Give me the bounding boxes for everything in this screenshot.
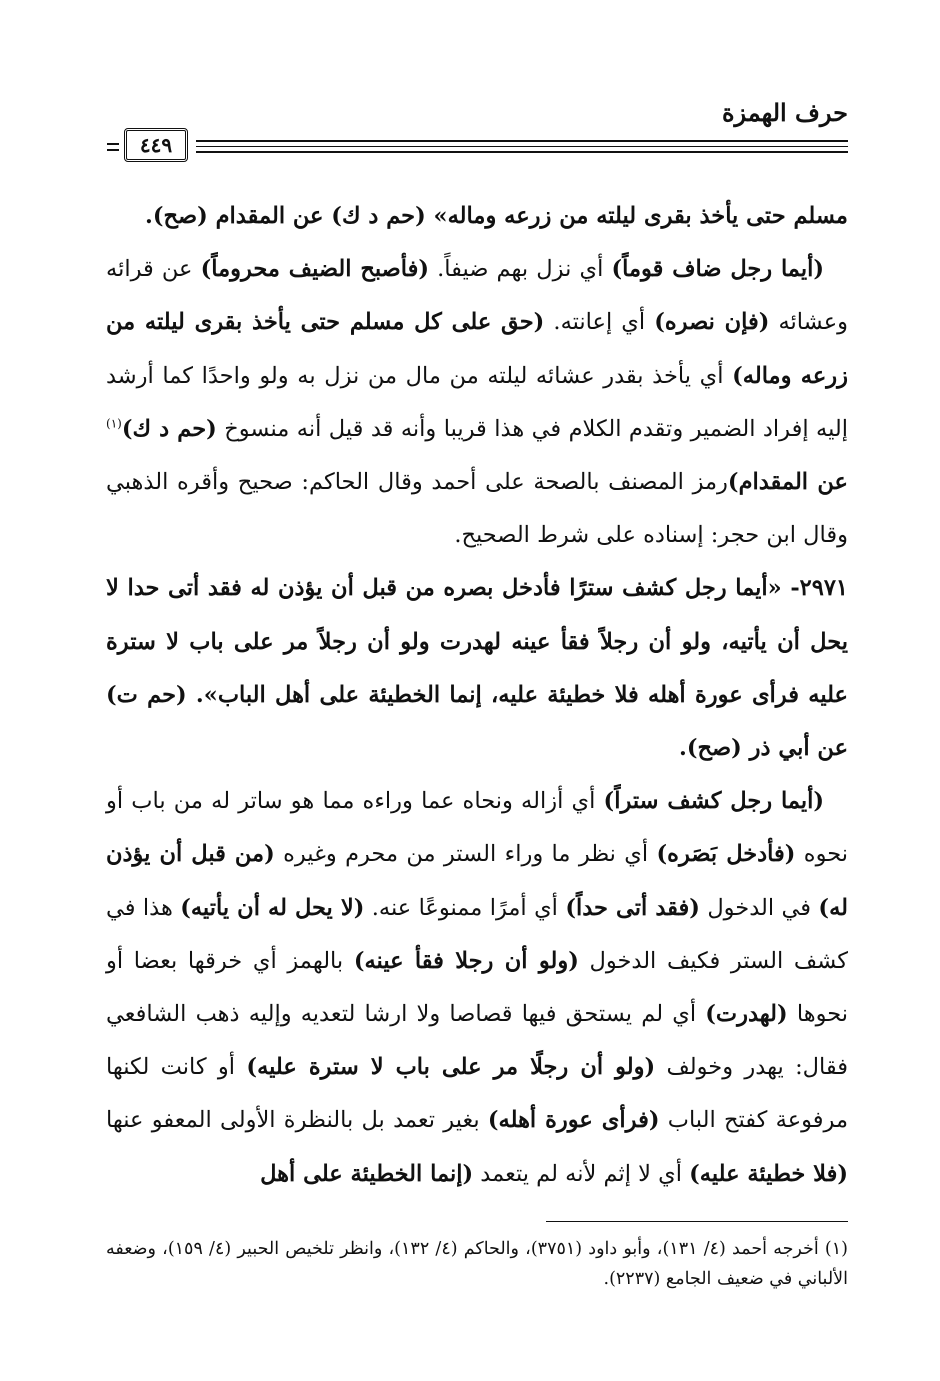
bold-text: مسلم حتى يأخذ بقرى ليلته من زرعه وماله» (حم د ك) عن المقدام (صح). bbox=[145, 203, 848, 229]
bold-text: (فلا خطيئة عليه) bbox=[689, 1160, 848, 1187]
footnote-ref[interactable]: (١) bbox=[106, 416, 122, 431]
header-rule bbox=[196, 146, 848, 147]
page-number: ٤٤٩ bbox=[124, 128, 188, 162]
bold-text: (فإن نصره) bbox=[654, 309, 770, 336]
bold-text: (حق على كل مسلم حتى يأخذ بقرى ليلته من زرعه وماله) bbox=[106, 309, 849, 389]
header-rule bbox=[196, 151, 848, 153]
bold-text: عن المقدام) bbox=[727, 469, 848, 496]
footnotes bbox=[106, 1234, 848, 1294]
paragraph bbox=[106, 243, 848, 562]
footnote-rule bbox=[546, 1221, 848, 1222]
paragraph bbox=[106, 775, 848, 1201]
bold-text: (أيما رجل كشف ستراً) bbox=[603, 788, 824, 815]
bold-text: (حم د ك) bbox=[121, 415, 217, 442]
hadith-entry bbox=[106, 562, 848, 775]
paragraph bbox=[106, 190, 848, 243]
text-run: أي نظر ما وراء الستر من محرم وغيره bbox=[274, 841, 657, 868]
text-run: في الدخول bbox=[699, 894, 819, 921]
bold-text: (إنما الخطيئة على أهل bbox=[260, 1160, 474, 1187]
bold-text: (أيما رجل ضاف قوماً) bbox=[611, 256, 824, 283]
text-run: أي لم يستحق فيها قصاصا ولا ارشا لتعديه وإليه ذهب الشافعي فقال: يهدر وخولف bbox=[106, 1001, 849, 1081]
text-run: هذا في كشف الستر فكيف الدخول bbox=[106, 894, 849, 974]
bold-text: «أيما رجل كشف سترًا فأدخل بصره من قبل أن يؤذن له فقد أتى حدا لا يحل أن يأتيه، ولو أن رجلاً فقأ عينه لهدرت ولو أن رجلاً مر على باب لا سترة عليه فرأى عورة أهله فلا خطيئة عليه، إنما الخطيئة على أهل الباب». (حم ت) عن أبي ذر (صح). bbox=[106, 575, 848, 762]
header-rule bbox=[196, 140, 848, 142]
main-text bbox=[106, 190, 848, 1201]
text-run: أي إعانته. bbox=[544, 309, 655, 336]
bold-text: (فقد أتى حداً) bbox=[565, 894, 700, 921]
text-run: أي لا إثم لأنه لم يتعمد bbox=[473, 1160, 690, 1187]
bold-text: (ولو أن رجلًا مر على باب لا سترة عليه) bbox=[246, 1054, 656, 1081]
running-title: حرف الهمزة bbox=[721, 98, 848, 127]
bold-text: (فأصبح الضيف محروماً) bbox=[200, 256, 429, 283]
text-run: أو كانت لكنها مرفوعة كفتح الباب bbox=[106, 1054, 848, 1134]
bold-text: (ولو أن رجلا فقأ عينه) bbox=[353, 947, 579, 974]
footnote: (١) أخرجه أحمد (٤/ ١٣١)، وأبو داود (٣٧٥١)، والحاكم (٤/ ١٣٢)، وانظر تلخيص الحبير (٤/ ١٥٩)، وضعفه الألباني في ضعيف الجامع (٢٢٣٧). bbox=[106, 1239, 848, 1289]
text-run: أي يأخذ بقدر عشائه ليلته من مال من نزل به ولو واحدًا كما أرشد إليه إفراد الضمير وتقدم الكلام في هذا قريبا وأنه قد قيل أنه منسوخ bbox=[106, 362, 849, 442]
bold-text: (من قبل أن يؤذن له) bbox=[106, 841, 848, 921]
hadith-number: ٢٩٧١- bbox=[790, 575, 848, 602]
text-run: أي نزل بهم ضيفاً. bbox=[429, 256, 612, 283]
text-run: بغير تعمد بل بالنظرة الأولى المعفو عنها bbox=[106, 1107, 488, 1134]
text-run: رمز المصنف بالصحة على أحمد وقال الحاكم: صحيح وأقره الذهبي وقال ابن حجر: إسناده على شرط الصحيح. bbox=[106, 469, 848, 549]
bold-text: (لا يحل له أن يأتيه) bbox=[180, 894, 365, 921]
text-run: عن قرائه وعشائه bbox=[106, 256, 848, 336]
text-run: أي أمرًا ممنوعًا عنه. bbox=[364, 894, 566, 921]
text-run: أي أزاله ونحاه عما وراءه مما هو ساتر له من باب أو نحوه bbox=[106, 788, 848, 868]
bold-text: (فرأى عورة أهله) bbox=[487, 1107, 660, 1134]
bold-text: (فأدخل بَصَره) bbox=[656, 841, 796, 868]
text-run: بالهمز أي خرقها بعضا أو نحوها bbox=[106, 947, 848, 1028]
bold-text: (لهدرت) bbox=[705, 1001, 788, 1028]
